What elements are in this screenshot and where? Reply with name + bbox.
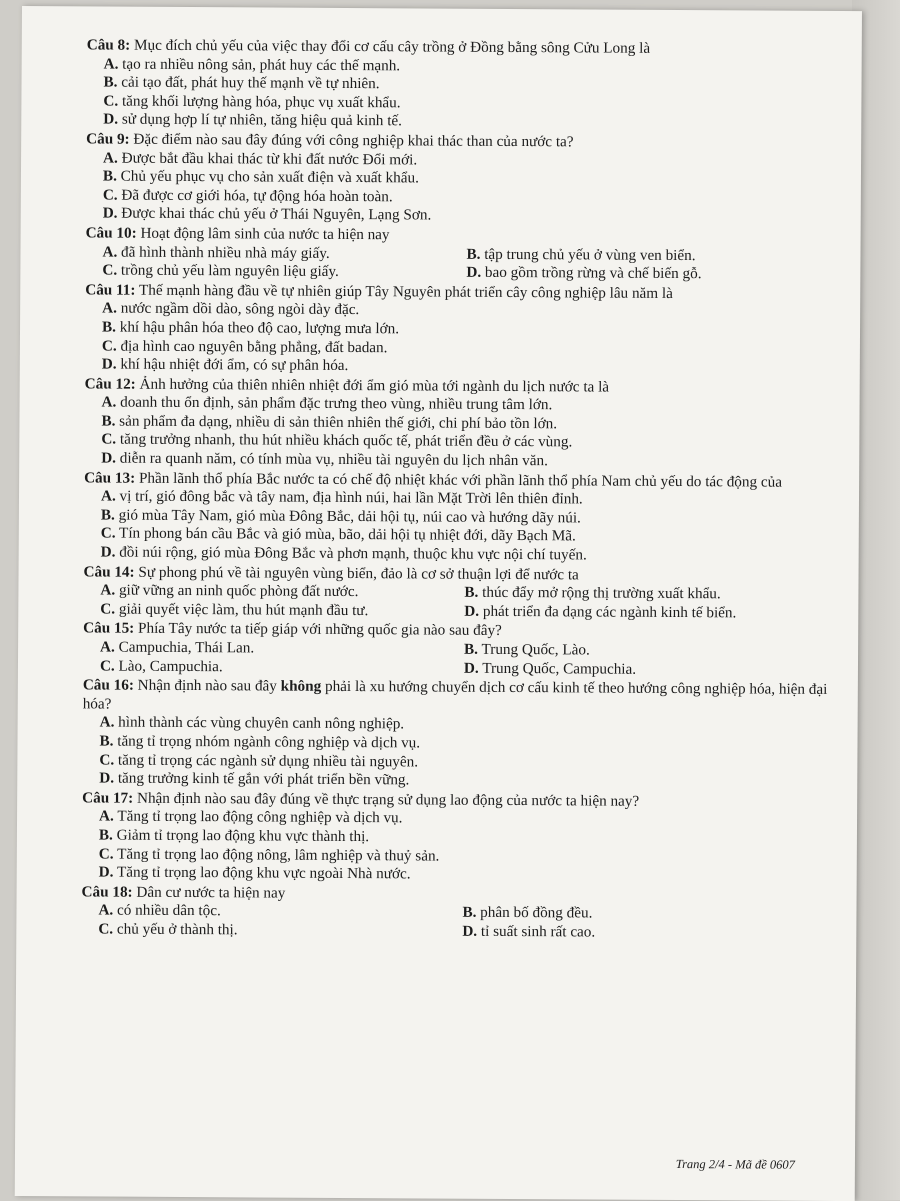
option-text: hình thành các vùng chuyên canh nông nghiệp. <box>118 713 405 733</box>
option-text: Trung Quốc, Campuchia. <box>482 659 637 678</box>
question-block <box>85 281 831 379</box>
answer-option <box>100 600 464 621</box>
option-text: Tín phong bán cầu Bắc và gió mùa, bão, dải hội tụ nhiệt đới, dãy Bạch Mã. <box>119 525 576 545</box>
option-letter: B. <box>103 73 118 91</box>
option-text: Trung Quốc, Lào. <box>481 640 590 659</box>
option-letter: D. <box>466 263 482 281</box>
answer-option <box>98 920 462 941</box>
option-letter: C. <box>101 336 117 355</box>
question-number: Câu 13: <box>84 469 136 487</box>
option-letter: A. <box>102 299 117 317</box>
option-column <box>100 657 464 678</box>
option-letter: C. <box>99 751 115 769</box>
option-text: tăng trưởng kinh tế gắn với phát triển bền vững. <box>117 769 410 789</box>
option-text: phát triển đa dạng các ngành kinh tế biển. <box>482 602 737 622</box>
question-text: Đặc điểm nào sau đây đúng với công nghiệp khai thác than của nước ta? <box>133 130 574 151</box>
option-text: gió mùa Tây Nam, gió mùa Đông Bắc, dải hội tụ, núi cao và hướng dãy núi. <box>118 506 581 527</box>
answer-option <box>102 262 466 283</box>
option-text: tăng khối lượng hàng hóa, phục vụ xuất khẩu. <box>121 92 401 112</box>
question-number: Câu 11: <box>85 281 136 299</box>
option-letter: C. <box>100 524 116 543</box>
option-text: tập trung chủ yếu ở vùng ven biển. <box>484 245 696 264</box>
answer-option <box>466 245 830 266</box>
option-text: giữ vững an ninh quốc phòng đất nước. <box>118 581 359 601</box>
question-text: Thế mạnh hàng đầu về tự nhiên giúp Tây Nguyên phát triển cây công nghiệp lâu năm là <box>138 281 673 302</box>
question-text: Ảnh hưởng của thiên nhiên nhiệt đới ẩm gió mùa tới ngành du lịch nước ta là <box>139 375 610 396</box>
option-column <box>464 641 828 662</box>
option-letter: B. <box>464 583 479 602</box>
option-letter: A. <box>98 901 114 919</box>
option-text: sử dụng hợp lí tự nhiên, tăng hiệu quả kinh tế. <box>121 110 403 130</box>
option-letter: B. <box>102 167 117 185</box>
option-letter: C. <box>99 657 115 675</box>
answer-option <box>102 243 466 264</box>
option-column <box>464 584 828 605</box>
option-letter: A. <box>103 149 118 167</box>
page-footer: Trang 2/4 - Mã đề 0607 <box>675 1157 795 1172</box>
option-letter: A. <box>100 487 116 505</box>
option-letter: D. <box>102 204 118 222</box>
option-letter: A. <box>103 55 119 73</box>
question-number: Câu 9: <box>86 130 130 148</box>
question-number: Câu 17: <box>82 789 134 807</box>
question-text: Phần lãnh thổ phía Bắc nước ta có chế độ nhiệt khác với phần lãnh thổ phía Nam chủ yếu do tác động của <box>138 469 783 491</box>
option-text: Giảm tỉ trọng lao động khu vực thành thị. <box>116 826 370 846</box>
option-letter: B. <box>99 732 114 750</box>
option-text: thúc đẩy mở rộng thị trường xuất khẩu. <box>482 584 721 603</box>
question-block <box>81 883 826 943</box>
option-column <box>98 920 462 941</box>
option-text: sản phẩm đa dạng, nhiều di sản thiên nhiên thế giới, chi phí bảo tồn lớn. <box>119 412 558 433</box>
option-letter: C. <box>100 600 116 618</box>
option-letter: B. <box>466 245 481 263</box>
question-text: Nhận định nào sau đây đúng về thực trạng sử dụng lao động của nước ta hiện nay? <box>136 789 640 810</box>
option-letter: C. <box>102 186 118 204</box>
option-column <box>462 904 826 925</box>
answer-option <box>466 264 830 285</box>
option-letter: A. <box>101 393 117 411</box>
option-letter: B. <box>100 506 115 524</box>
option-text: cải tạo đất, phát huy thế mạnh về tự nhiên. <box>121 73 380 93</box>
option-text: Đã được cơ giới hóa, tự động hóa hoàn toàn. <box>121 186 393 206</box>
answer-option <box>464 659 828 680</box>
question-block <box>85 224 830 284</box>
answer-option <box>100 638 464 659</box>
answer-option <box>464 603 828 624</box>
question-text: Hoạt động lâm sinh của nước ta hiện nay <box>140 224 390 244</box>
option-text: có nhiều dân tộc. <box>116 901 221 920</box>
option-column <box>466 264 830 285</box>
option-letter: B. <box>101 412 116 430</box>
option-letter: B. <box>462 904 477 922</box>
question-number: Câu 14: <box>83 563 135 581</box>
option-text: khí hậu nhiệt đới ẩm, có sự phân hóa. <box>120 355 349 375</box>
option-text: chủ yếu ở thành thị. <box>116 920 238 939</box>
question-number: Câu 15: <box>83 619 135 638</box>
option-letter: D. <box>103 110 119 128</box>
question-emphasis: không <box>280 677 322 696</box>
option-text: phân bố đồng đều. <box>480 904 593 922</box>
option-column <box>98 902 462 923</box>
option-letter: C. <box>102 261 118 279</box>
option-letter: D. <box>463 659 479 677</box>
option-text: bao gồm trồng rừng và chế biến gỗ. <box>484 263 702 283</box>
option-text: trồng chủ yếu làm nguyên liệu giấy. <box>120 261 339 281</box>
option-column <box>100 638 464 659</box>
option-letter: D. <box>101 449 117 467</box>
question-block <box>83 620 828 680</box>
question-text: Phía Tây nước ta tiếp giáp với những quốc gia nào sau đây? <box>138 620 502 640</box>
question-text: Dân cư nước ta hiện nay <box>136 883 286 902</box>
question-number: Câu 12: <box>84 375 136 393</box>
option-column <box>462 923 826 944</box>
option-letter: C. <box>98 845 114 863</box>
option-letter: B. <box>464 640 479 658</box>
option-letter: D. <box>462 922 478 940</box>
option-text: Được khai thác chủ yếu ở Thái Nguyên, Lạng Sơn. <box>121 204 432 224</box>
question-block <box>84 469 830 567</box>
option-letter: B. <box>98 826 113 844</box>
option-text: vị trí, gió đông bắc và tây nam, địa hình núi, hai lần Mặt Trời lên thiên đỉnh. <box>119 487 583 508</box>
option-text: tăng trưởng nhanh, thu hút nhiều khách quốc tế, phát triển đều ở các vùng. <box>119 431 573 451</box>
option-text: tăng tỉ trọng các ngành sử dụng nhiều tài nguyên. <box>117 751 419 770</box>
option-column <box>466 245 830 266</box>
option-letter: D. <box>98 863 114 881</box>
option-letter: A. <box>98 807 114 825</box>
question-text: Mục đích chủ yếu của việc thay đổi cơ cấu cây trồng ở Đồng bằng sông Cửu Long là <box>133 36 651 57</box>
option-column <box>102 243 466 264</box>
question-block <box>83 563 828 623</box>
question-number: Câu 10: <box>85 224 137 242</box>
question-block <box>82 789 828 887</box>
option-text: đã hình thành nhiều nhà máy giấy. <box>121 243 330 262</box>
option-letter: C. <box>98 920 114 938</box>
answer-option <box>100 582 464 603</box>
option-text: khí hậu phân hóa theo độ cao, lượng mưa lớn. <box>119 318 400 338</box>
option-letter: A. <box>100 638 115 656</box>
option-text: đồi núi rộng, gió mùa Đông Bắc và phơn mạnh, thuộc khu vực nội chí tuyến. <box>119 543 587 564</box>
option-text: Tăng tỉ trọng lao động công nghiệp và dịch vụ. <box>117 807 403 827</box>
answer-option <box>98 902 462 923</box>
option-letter: D. <box>100 543 116 561</box>
answer-option <box>464 584 828 605</box>
option-letter: D. <box>464 602 480 620</box>
option-letter: C. <box>101 430 117 449</box>
question-block <box>84 375 830 473</box>
option-text: tạo ra nhiều nông sản, phát huy các thế mạnh. <box>122 55 401 74</box>
option-column <box>100 600 464 621</box>
option-text: tỉ suất sinh rất cao. <box>480 922 596 941</box>
option-letter: A. <box>99 713 115 731</box>
question-list <box>81 36 832 944</box>
option-text: diễn ra quanh năm, có tính mùa vụ, nhiều tài nguyên du lịch nhân văn. <box>119 449 548 470</box>
option-letter: A. <box>102 243 118 261</box>
option-column <box>102 262 466 283</box>
option-column <box>464 659 828 680</box>
option-text: địa hình cao nguyên bằng phẳng, đất badan. <box>120 337 388 356</box>
option-letter: A. <box>100 581 116 599</box>
option-text: Được bắt đầu khai thác từ khi đất nước Đổi mới. <box>121 149 418 168</box>
answer-option <box>100 657 464 678</box>
question-number: Câu 18: <box>81 883 133 901</box>
option-letter: D. <box>101 355 117 373</box>
option-text: tăng tỉ trọng nhóm ngành công nghiệp và dịch vụ. <box>117 732 421 752</box>
answer-option <box>462 923 826 944</box>
option-text: Campuchia, Thái Lan. <box>118 638 255 657</box>
question-block <box>86 36 832 134</box>
question-block <box>82 677 828 793</box>
answer-option <box>462 904 826 925</box>
answer-option <box>464 641 828 662</box>
option-column <box>100 582 464 603</box>
option-column <box>464 603 828 624</box>
option-text: giải quyết việc làm, thu hút mạnh đầu tư. <box>118 600 369 619</box>
option-text: Tăng tỉ trọng lao động nông, lâm nghiệp và thuỷ sản. <box>117 845 440 865</box>
option-letter: D. <box>99 769 115 787</box>
option-text: nước ngầm dồi dào, sông ngòi dày đặc. <box>120 299 360 319</box>
option-text: doanh thu ổn định, sản phẩm đặc trưng theo vùng, nhiều trung tâm lớn. <box>120 393 553 414</box>
option-letter: C. <box>103 92 119 110</box>
option-text: Lào, Campuchia. <box>118 657 223 675</box>
question-text: Sự phong phú về tài nguyên vùng biển, đảo là cơ sở thuận lợi để nước ta <box>138 563 579 584</box>
exam-page <box>15 6 862 1201</box>
question-text: phải là xu hướng chuyển dịch cơ cấu kinh tế theo hướng công nghiệp hóa, hiện đại hóa? <box>82 678 828 713</box>
question-text: Nhận định nào sau đây <box>137 676 281 695</box>
option-row <box>81 920 826 943</box>
option-letter: B. <box>101 318 117 336</box>
question-stem <box>83 677 828 719</box>
option-text: Chủ yếu phục vụ cho sản xuất điện và xuất khẩu. <box>120 167 419 187</box>
question-number: Câu 16: <box>82 676 134 694</box>
question-number: Câu 8: <box>86 36 131 54</box>
question-block <box>86 130 832 228</box>
option-text: Tăng tỉ trọng lao động khu vực ngoài Nhà nước. <box>116 863 411 883</box>
